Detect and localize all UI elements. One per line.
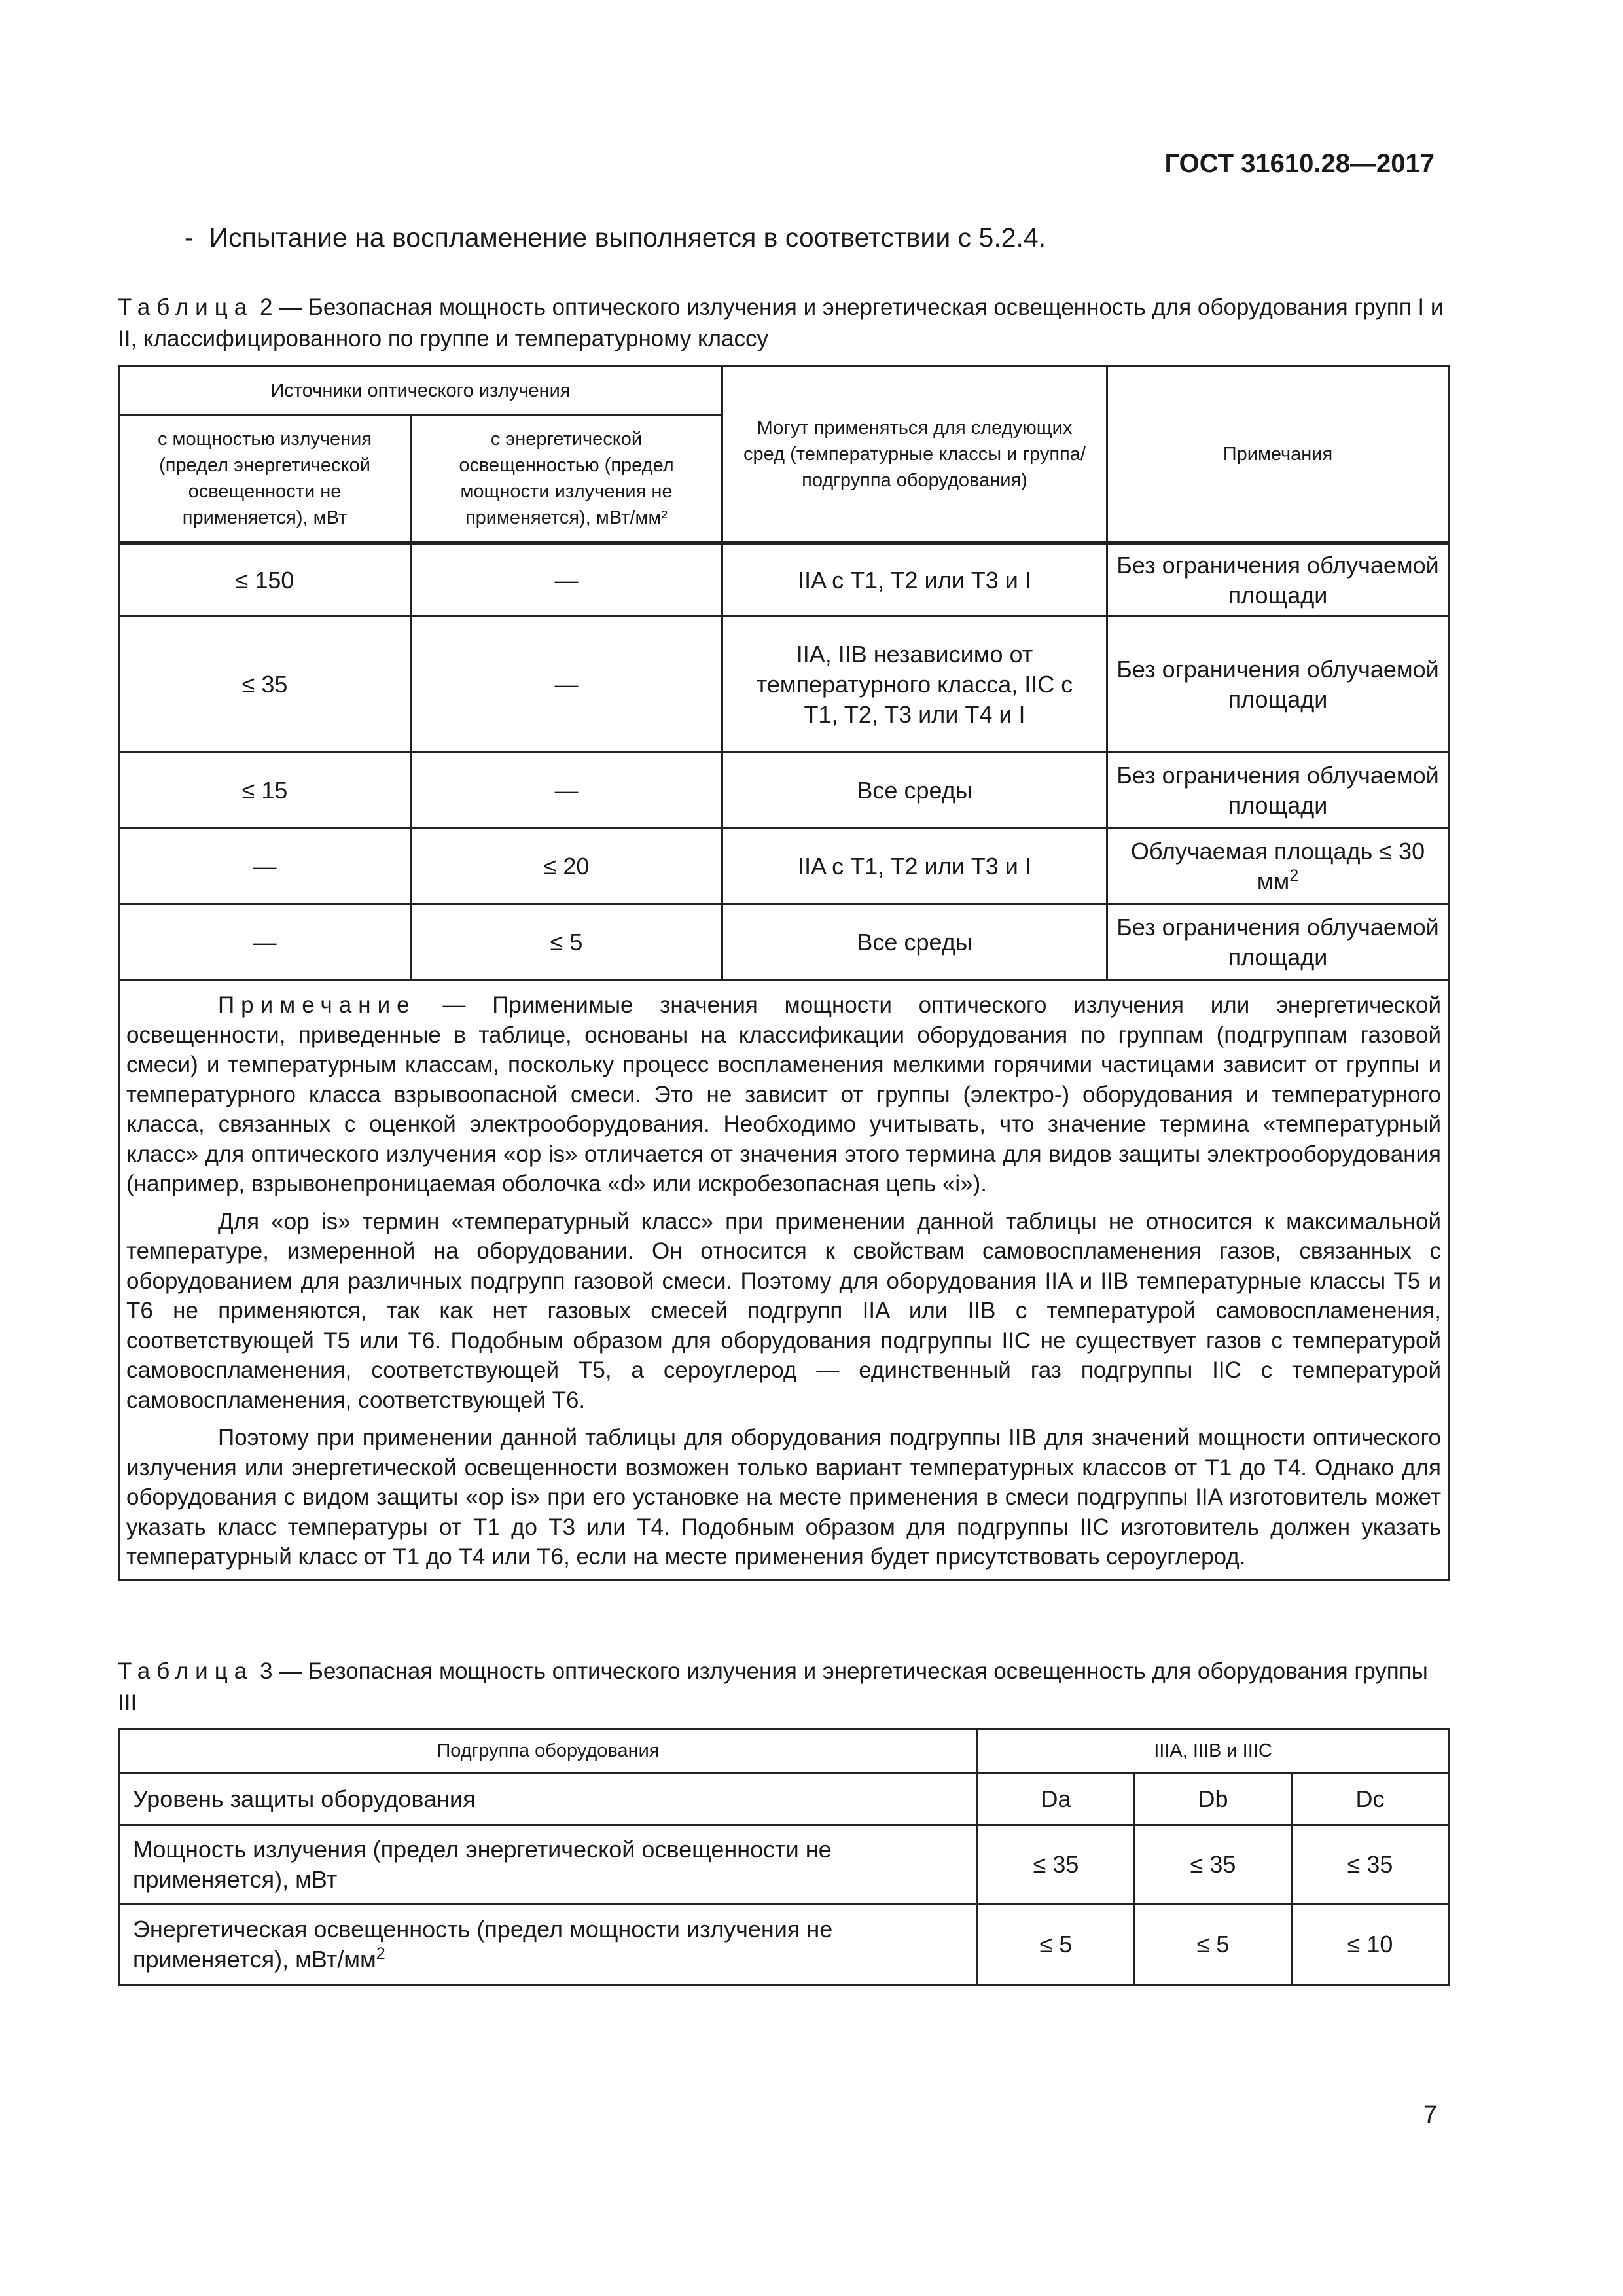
table2-cell-note: Без ограничения облучаемой площади (1107, 753, 1449, 829)
table2-note-p3: Поэтому при применении данной таблицы для оборудования подгруппы IIB для значений мощности оптического излучения или энергетической освещенности возможен только вариант температурных классов от T1 до T4. Однако для оборудования с видом защиты «op is» при его установке на месте применения в смеси подгруппы IIA изготовитель может указать класс температуры от T1 до T3 или T4. Подобным образом для подгруппы IIC изготовитель должен указать температурный класс от T1 до T4 или T6, если на месте применения будет присутствовать сероуглерод. (126, 1425, 1441, 1570)
standard-code: ГОСТ 31610.28—2017 (1164, 149, 1435, 178)
table2-cell-env: Все среды (722, 753, 1107, 829)
table2-cell-irradiance: ≤ 5 (411, 905, 722, 980)
table-row (119, 753, 1449, 829)
table3-irradiance-value: ≤ 10 (1292, 1904, 1449, 1985)
table2-head-power: с мощностью излучения (предел энергетической освещенности не применяется), мВт (119, 416, 411, 543)
table2-note-p1: — Применимые значения мощности оптического излучения или энергетической освещенности, приведенные в таблице, основаны на классификации оборудования по группам (подгруппам газовой смеси) и температурным классам, поскольку процесс воспламенения мелкими горячими частицами зависит от группы и температурного класса взрывоопасной смеси. Это не зависит от группы (электро-) оборудования и температурного класса, связанных с оценкой электрооборудования. Необходимо учитывать, что значение термина «температурный класс» для оптического излучения «op is» отличается от значения этого термина для видов защиты электрооборудования (например, взрывонепроницаемая оболочка «d» или искробезопасная цепь «i»). (126, 992, 1441, 1196)
table-row (119, 905, 1449, 980)
table3-power-value: ≤ 35 (1292, 1825, 1449, 1904)
table-row (119, 1825, 1449, 1904)
table2-cell-irradiance: — (411, 543, 722, 617)
table3-level-label: Уровень защиты оборудования (119, 1773, 978, 1825)
table3 (118, 1728, 1450, 1986)
table3-level: Da (978, 1773, 1135, 1825)
table2-caption-text: 2 — Безопасная мощность оптического излучения и энергетическая освещенность для оборудования групп I и II, классифицированного по группе и температурному классу (118, 295, 1444, 351)
table2-cell-env: IIA с T1, T2 или T3 и I (722, 543, 1107, 617)
table2-cell-power: ≤ 35 (119, 617, 411, 753)
intro-text: Испытание на воспламенение выполняется в соответствии с 5.2.4. (209, 223, 1046, 253)
page-number: 7 (1423, 2101, 1437, 2128)
table2-cell-env: IIA с T1, T2 или T3 и I (722, 829, 1107, 905)
table2-cell-power: ≤ 15 (119, 753, 411, 829)
table3-irradiance-text: Энергетическая освещенность (предел мощности излучения не применяется), мВт/мм (133, 1915, 833, 1973)
table-row (119, 1773, 1449, 1825)
table3-power-value: ≤ 35 (1135, 1825, 1292, 1904)
table2-cell-note (1107, 829, 1449, 905)
table3-caption-word: Таблица (118, 1659, 254, 1684)
table2-note-word: Примечание (218, 992, 416, 1018)
table3-irradiance-value: ≤ 5 (1135, 1904, 1292, 1985)
table2-note-row (119, 980, 1449, 1580)
table2-cell-irradiance: — (411, 753, 722, 829)
table2-note-p2: Для «op is» термин «температурный класс» при применении данной таблицы не относится к максимальной температуре, измеренной на оборудовании. Он относится к свойствам самовоспламенения газов, связанных с оборудованием для различных подгрупп газовой смеси. Поэтому для оборудования IIA и IIB температурные классы T5 и T6 не применяются, так как нет газовых смесей подгрупп IIA или IIB с температурой самовоспламенения, соответствующей T5 или T6. Подобным образом для оборудования подгруппы IIC не существует газов с температурой самовоспламенения, соответствующей T5, а сероуглерод — единственный газ подгруппы IIC с температурой самовоспламенения, соответствующей T6. (126, 1208, 1441, 1413)
table3-level: Db (1135, 1773, 1292, 1825)
table2-cell-power: — (119, 905, 411, 980)
table-row (119, 617, 1449, 753)
table3-head-subgroup: Подгруппа оборудования (119, 1729, 978, 1773)
table2-cell-env: Все среды (722, 905, 1107, 980)
table2-cell-irradiance: — (411, 617, 722, 753)
intro-line (185, 223, 1046, 253)
table3-irradiance-sup: 2 (376, 1944, 385, 1963)
table3-irradiance-label (119, 1904, 978, 1985)
table2-head-sources: Источники оптического излучения (119, 367, 722, 416)
table3-irradiance-value: ≤ 5 (978, 1904, 1135, 1985)
table2-caption-word: Таблица (118, 295, 254, 320)
table-row (119, 829, 1449, 905)
table2-note (119, 980, 1449, 1580)
table2-cell-note: Без ограничения облучаемой площади (1107, 543, 1449, 617)
intro-bullet: - (185, 223, 194, 253)
table2-head-notes: Примечания (1107, 367, 1449, 543)
table2-cell-note: Без ограничения облучаемой площади (1107, 617, 1449, 753)
table2 (118, 365, 1450, 1581)
table2-caption (118, 292, 1446, 355)
table-row (119, 1729, 1449, 1773)
table2-cell-power: ≤ 150 (119, 543, 411, 617)
table2-cell-env: IIA, IIB независимо от температурного класса, IIC с T1, T2, T3 или T4 и I (722, 617, 1107, 753)
table3-level: Dc (1292, 1773, 1449, 1825)
table-row (119, 1904, 1449, 1985)
table3-caption (118, 1656, 1446, 1719)
table-row (119, 543, 1449, 617)
table2-cell-note-sup: 2 (1289, 866, 1299, 885)
table3-power-label: Мощность излучения (предел энергетической освещенности не применяется), мВт (119, 1825, 978, 1904)
table3-head-values: IIIA, IIIB и IIIC (978, 1729, 1449, 1773)
table2-cell-note: Без ограничения облучаемой площади (1107, 905, 1449, 980)
table2-cell-power: — (119, 829, 411, 905)
table2-note-paragraph (126, 990, 1441, 1199)
table3-power-value: ≤ 35 (978, 1825, 1135, 1904)
table3-caption-text: 3 — Безопасная мощность оптического излучения и энергетическая освещенность для оборудования группы III (118, 1659, 1428, 1715)
table2-cell-note-text: Облучаемая площадь ≤ 30 мм (1130, 837, 1425, 895)
table2-head-env: Могут применяться для следующих сред (температурные классы и группа/подгруппа оборудования) (722, 367, 1107, 543)
table2-cell-irradiance: ≤ 20 (411, 829, 722, 905)
table2-head-irradiance: с энергетической освещенностью (предел мощности излучения не применяется), мВт/мм² (411, 416, 722, 543)
